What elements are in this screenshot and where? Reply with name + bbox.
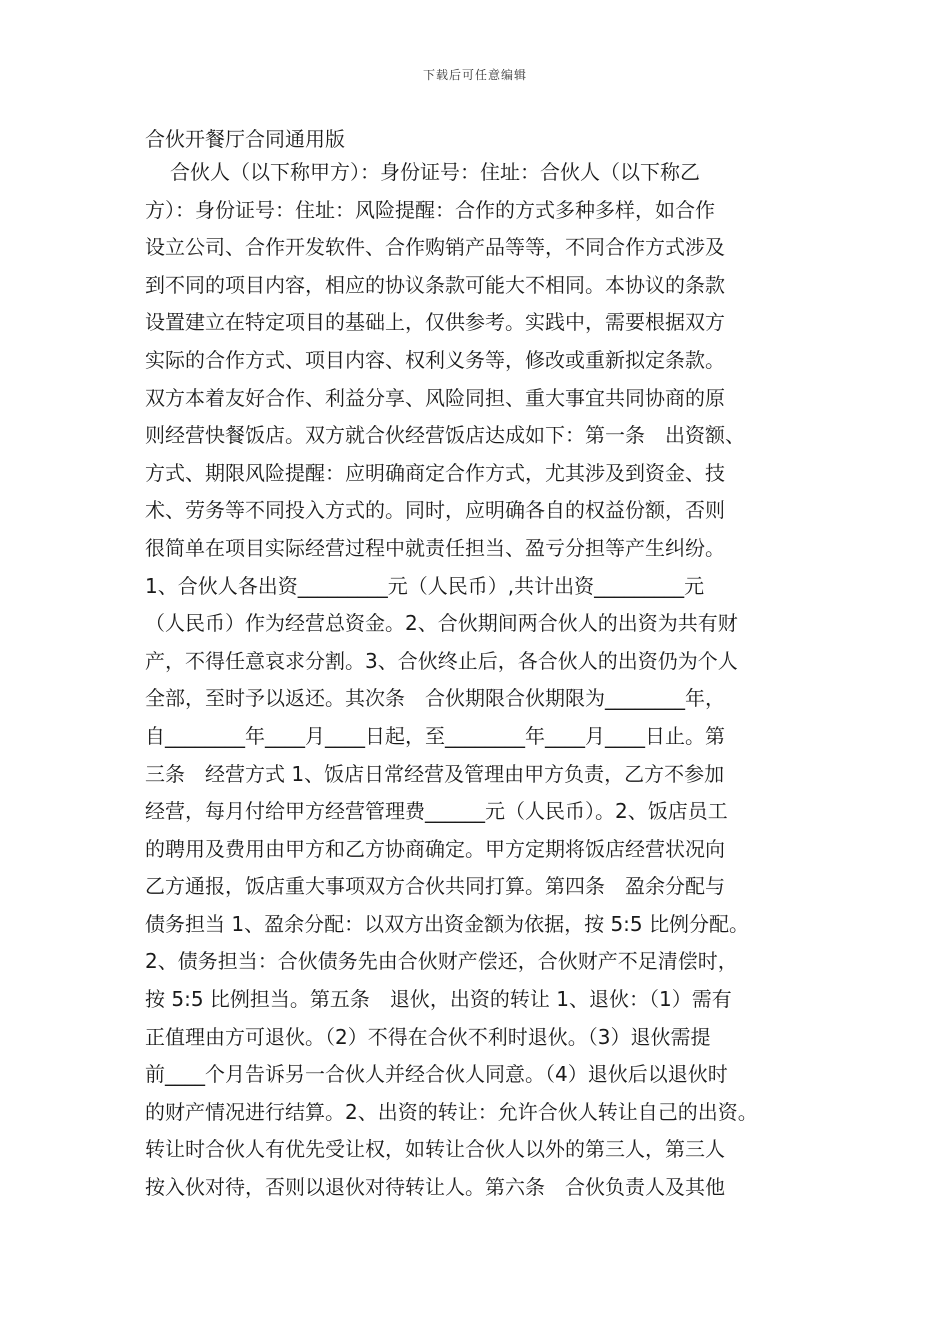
text-line: 按入伙对待，否则以退伙对待转让人。第六条 合伙负责人及其他 bbox=[145, 1175, 725, 1200]
text-line: 正值理由方可退伙。（2）不得在合伙不利时退伙。（3）退伙需提 bbox=[145, 1024, 711, 1049]
text-line: 全部，至时予以返还。其次条 合伙期限合伙期限为________年， bbox=[145, 686, 725, 711]
text-line: 设置建立在特定项目的基础上，仅供参考。实践中，需要根据双方 bbox=[145, 310, 725, 335]
text-line: 方式、期限风险提醒：应明确商定合作方式，尤其涉及到资金、技 bbox=[145, 460, 725, 485]
text-line: （人民币）作为经营总资金。2、合伙期间两合伙人的出资为共有财 bbox=[145, 611, 738, 636]
text-line: 按 5:5 比例担当。第五条 退伙，出资的转让 1、退伙：（1）需有 bbox=[145, 987, 732, 1012]
text-line: 方）：身份证号：住址：风险提醒：合作的方式多种多样，如合作 bbox=[145, 197, 715, 222]
text-line: 到不同的项目内容，相应的协议条款可能大不相同。本协议的条款 bbox=[145, 272, 725, 297]
document-body bbox=[145, 154, 815, 1207]
text-line: 术、劳务等不同投入方式的。同时，应明确各自的权益份额，否则 bbox=[145, 498, 725, 523]
text-line: 的聘用及费用由甲方和乙方协商确定。甲方定期将饭店经营状况向 bbox=[145, 836, 725, 861]
text-line: 2、债务担当：合伙债务先由合伙财产偿还，合伙财产不足清偿时， bbox=[145, 949, 738, 974]
page-header: 下载后可任意编辑 bbox=[422, 68, 527, 82]
text-line: 乙方通报，饭店重大事项双方合伙共同打算。第四条 盈余分配与 bbox=[145, 874, 725, 899]
text-line: 1、合伙人各出资_________元（人民币）,共计出资_________元 bbox=[145, 573, 705, 598]
text-line: 则经营快餐饭店。双方就合伙经营饭店达成如下：第一条 出资额、 bbox=[145, 423, 745, 448]
text-line: 设立公司、合作开发软件、合作购销产品等等，不同合作方式涉及 bbox=[145, 235, 725, 260]
text-line: 转让时合伙人有优先受让权，如转让合伙人以外的第三人，第三人 bbox=[145, 1137, 725, 1162]
text-line: 合伙人（以下称甲方）：身份证号：住址：合伙人（以下称乙 bbox=[170, 160, 700, 184]
text-line: 自________年____月____日起，至________年____月____日止。第 bbox=[145, 723, 725, 748]
text-line: 三条 经营方式 1、饭店日常经营及管理由甲方负责，乙方不参加 bbox=[145, 761, 725, 786]
text-line: 双方本着友好合作、利益分享、风险同担、重大事宜共同协商的原 bbox=[145, 385, 725, 410]
text-line: 实际的合作方式、项目内容、权利义务等，修改或重新拟定条款。 bbox=[145, 347, 725, 372]
document-title: 合伙开餐厅合同通用版 bbox=[145, 127, 345, 151]
text-line: 债务担当 1、盈余分配：以双方出资金额为依据，按 5:5 比例分配。 bbox=[145, 911, 749, 936]
text-line: 很简单在项目实际经营过程中就责任担当、盈亏分担等产生纠纷。 bbox=[145, 535, 725, 560]
text-line: 前____个月告诉另一合伙人并经合伙人同意。（4）退伙后以退伙时 bbox=[145, 1062, 728, 1087]
text-line: 产，不得任意哀求分割。3、合伙终止后，各合伙人的出资仍为个人 bbox=[145, 648, 738, 673]
text-line: 经营，每月付给甲方经营管理费______元（人民币）。2、饭店员工 bbox=[145, 799, 728, 824]
text-line: 的财产情况进行结算。2、出资的转让：允许合伙人转让自己的出资。 bbox=[145, 1099, 758, 1124]
